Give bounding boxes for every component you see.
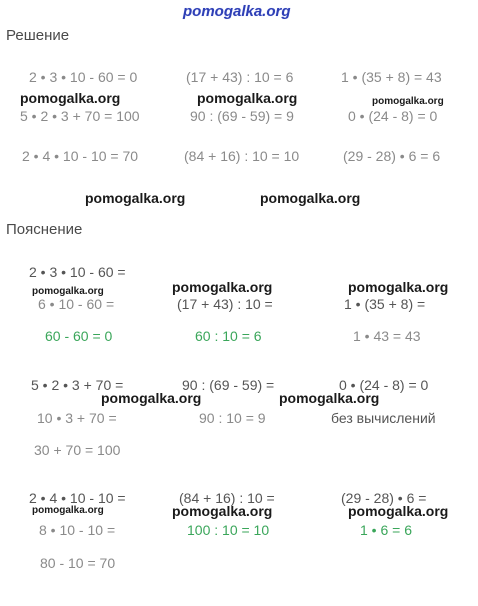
solution-equation: 90 : (69 - 59) = 9 (190, 108, 294, 124)
watermark: pomogalka.org (101, 390, 202, 406)
solution-equation: 0 • (24 - 8) = 0 (348, 108, 438, 124)
watermark: pomogalka.org (348, 503, 449, 519)
explanation-step: 90 : (69 - 59) = (182, 377, 275, 393)
explanation-step: 60 - 60 = 0 (45, 328, 113, 344)
explanation-step: 1 • 6 = 6 (360, 522, 412, 538)
solution-equation: (29 - 28) • 6 = 6 (343, 148, 441, 164)
watermark: pomogalka.org (348, 279, 449, 295)
solution-equation: (84 + 16) : 10 = 10 (184, 148, 300, 164)
explanation-step: 80 - 10 = 70 (40, 555, 116, 571)
site-logo[interactable]: pomogalka.org (183, 3, 291, 20)
solution-equation: (17 + 43) : 10 = 6 (186, 69, 294, 85)
watermark: pomogalka.org (260, 190, 361, 206)
explanation-step: 2 • 4 • 10 - 10 = (29, 490, 126, 506)
explanation-step: 90 : 10 = 9 (199, 410, 266, 426)
solution-equation: 1 • (35 + 8) = 43 (341, 69, 442, 85)
watermark: pomogalka.org (20, 90, 121, 106)
watermark: pomogalka.org (372, 96, 444, 107)
solution-heading: Решение (6, 27, 70, 44)
explanation-step: 5 • 2 • 3 + 70 = (31, 377, 124, 393)
watermark: pomogalka.org (32, 286, 104, 297)
watermark: pomogalka.org (85, 190, 186, 206)
solution-equation: 5 • 2 • 3 + 70 = 100 (20, 108, 140, 124)
explanation-heading: Пояснение (6, 221, 83, 238)
explanation-step: 10 • 3 + 70 = (37, 410, 117, 426)
watermark: pomogalka.org (172, 279, 273, 295)
explanation-step: 100 : 10 = 10 (187, 522, 270, 538)
explanation-step: 2 • 3 • 10 - 60 = (29, 264, 126, 280)
explanation-step: без вычислений (331, 410, 436, 426)
explanation-step: 8 • 10 - 10 = (39, 522, 116, 538)
solution-equation: 2 • 3 • 10 - 60 = 0 (29, 69, 138, 85)
explanation-step: 60 : 10 = 6 (195, 328, 262, 344)
explanation-step: 1 • (35 + 8) = (344, 296, 426, 312)
watermark: pomogalka.org (279, 390, 380, 406)
explanation-step: 0 • (24 - 8) = 0 (339, 377, 429, 393)
watermark: pomogalka.org (197, 90, 298, 106)
watermark: pomogalka.org (32, 505, 104, 516)
explanation-step: 6 • 10 - 60 = (38, 296, 115, 312)
solution-equation: 2 • 4 • 10 - 10 = 70 (22, 148, 139, 164)
explanation-step: (17 + 43) : 10 = (177, 296, 273, 312)
explanation-step: 30 + 70 = 100 (34, 442, 121, 458)
explanation-step: 1 • 43 = 43 (353, 328, 421, 344)
explanation-step: (29 - 28) • 6 = (341, 490, 427, 506)
explanation-step: (84 + 16) : 10 = (179, 490, 275, 506)
watermark: pomogalka.org (172, 503, 273, 519)
